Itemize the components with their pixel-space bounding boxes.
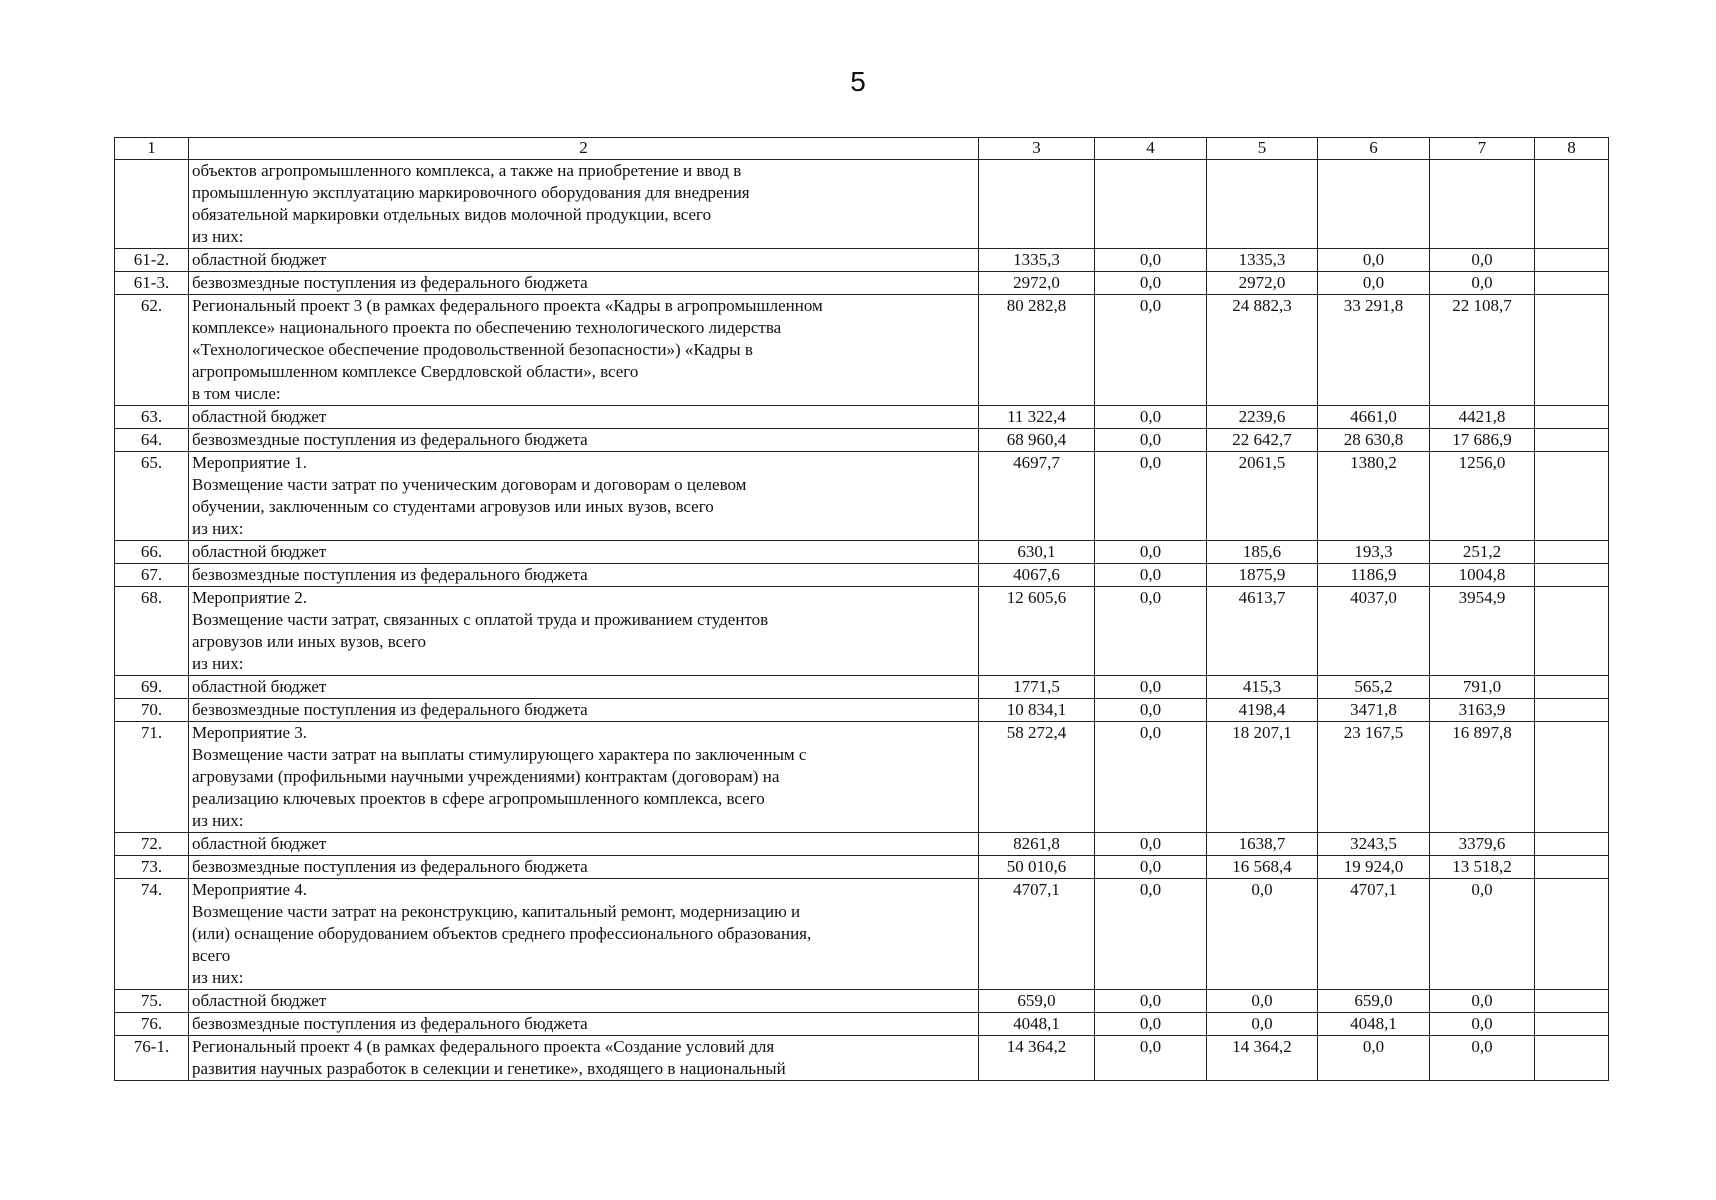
description-line: обучении, заключенным со студентами агровузов или иных вузов, всего bbox=[192, 497, 714, 516]
value-cell-8 bbox=[1535, 249, 1609, 272]
description-cell bbox=[189, 990, 979, 1013]
value-cell-3: 11 322,4 bbox=[979, 406, 1095, 429]
value-cell-6: 4037,0 bbox=[1318, 587, 1430, 676]
description-cell bbox=[189, 272, 979, 295]
value-cell-8 bbox=[1535, 295, 1609, 406]
description-cell bbox=[189, 879, 979, 990]
header-cell: 6 bbox=[1318, 138, 1430, 160]
value-cell-6: 23 167,5 bbox=[1318, 722, 1430, 833]
header-cell: 4 bbox=[1095, 138, 1207, 160]
row-number-cell: 73. bbox=[115, 856, 189, 879]
value-cell-3 bbox=[979, 160, 1095, 249]
description-cell bbox=[189, 295, 979, 406]
value-cell-3: 630,1 bbox=[979, 541, 1095, 564]
value-cell-4: 0,0 bbox=[1095, 249, 1207, 272]
table-row bbox=[115, 676, 1609, 699]
value-cell-4 bbox=[1095, 160, 1207, 249]
description-line: из них: bbox=[192, 811, 244, 830]
row-number-cell: 66. bbox=[115, 541, 189, 564]
description-cell bbox=[189, 1036, 979, 1081]
table-row bbox=[115, 295, 1609, 406]
description-line: областной бюджет bbox=[192, 407, 327, 426]
value-cell-4: 0,0 bbox=[1095, 699, 1207, 722]
value-cell-5: 1638,7 bbox=[1207, 833, 1318, 856]
value-cell-8 bbox=[1535, 452, 1609, 541]
value-cell-3: 4697,7 bbox=[979, 452, 1095, 541]
description-cell bbox=[189, 722, 979, 833]
value-cell-6: 1186,9 bbox=[1318, 564, 1430, 587]
value-cell-7: 3379,6 bbox=[1430, 833, 1535, 856]
description-line: из них: bbox=[192, 654, 244, 673]
table-body bbox=[115, 160, 1609, 1081]
row-number-cell: 72. bbox=[115, 833, 189, 856]
table-row bbox=[115, 249, 1609, 272]
value-cell-4: 0,0 bbox=[1095, 429, 1207, 452]
row-number-cell: 76-1. bbox=[115, 1036, 189, 1081]
description-line: из них: bbox=[192, 968, 244, 987]
value-cell-5: 16 568,4 bbox=[1207, 856, 1318, 879]
description-cell bbox=[189, 160, 979, 249]
description-line: Мероприятие 4. bbox=[192, 880, 308, 899]
value-cell-3: 659,0 bbox=[979, 990, 1095, 1013]
row-number-cell: 69. bbox=[115, 676, 189, 699]
value-cell-6: 33 291,8 bbox=[1318, 295, 1430, 406]
row-number-cell: 67. bbox=[115, 564, 189, 587]
row-number-cell: 62. bbox=[115, 295, 189, 406]
value-cell-5: 24 882,3 bbox=[1207, 295, 1318, 406]
table-row bbox=[115, 1013, 1609, 1036]
value-cell-6: 3471,8 bbox=[1318, 699, 1430, 722]
value-cell-6 bbox=[1318, 160, 1430, 249]
value-cell-6: 659,0 bbox=[1318, 990, 1430, 1013]
table-row bbox=[115, 1036, 1609, 1081]
header-cell: 7 bbox=[1430, 138, 1535, 160]
description-cell bbox=[189, 452, 979, 541]
value-cell-6: 565,2 bbox=[1318, 676, 1430, 699]
value-cell-5: 2061,5 bbox=[1207, 452, 1318, 541]
value-cell-5: 2239,6 bbox=[1207, 406, 1318, 429]
value-cell-6: 0,0 bbox=[1318, 249, 1430, 272]
value-cell-5: 1875,9 bbox=[1207, 564, 1318, 587]
value-cell-7: 791,0 bbox=[1430, 676, 1535, 699]
budget-table bbox=[114, 137, 1609, 1081]
description-cell bbox=[189, 406, 979, 429]
value-cell-7: 0,0 bbox=[1430, 1013, 1535, 1036]
value-cell-8 bbox=[1535, 429, 1609, 452]
value-cell-8 bbox=[1535, 722, 1609, 833]
description-cell bbox=[189, 587, 979, 676]
description-line: областной бюджет bbox=[192, 991, 327, 1010]
table-row bbox=[115, 990, 1609, 1013]
description-cell bbox=[189, 856, 979, 879]
value-cell-3: 4707,1 bbox=[979, 879, 1095, 990]
description-line: Возмещение части затрат на реконструкцию, капитальный ремонт, модернизацию и bbox=[192, 902, 801, 921]
table-row bbox=[115, 564, 1609, 587]
value-cell-5: 0,0 bbox=[1207, 1013, 1318, 1036]
value-cell-8 bbox=[1535, 406, 1609, 429]
value-cell-3: 8261,8 bbox=[979, 833, 1095, 856]
value-cell-7: 0,0 bbox=[1430, 249, 1535, 272]
value-cell-6: 4707,1 bbox=[1318, 879, 1430, 990]
value-cell-7: 0,0 bbox=[1430, 1036, 1535, 1081]
description-line: Региональный проект 3 (в рамках федерального проекта «Кадры в агропромышленном bbox=[192, 296, 823, 315]
value-cell-4: 0,0 bbox=[1095, 406, 1207, 429]
row-number-cell bbox=[115, 160, 189, 249]
header-cell: 1 bbox=[115, 138, 189, 160]
description-line: реализацию ключевых проектов в сфере агропромышленного комплекса, всего bbox=[192, 789, 765, 808]
value-cell-8 bbox=[1535, 1013, 1609, 1036]
value-cell-5: 18 207,1 bbox=[1207, 722, 1318, 833]
value-cell-8 bbox=[1535, 272, 1609, 295]
value-cell-3: 80 282,8 bbox=[979, 295, 1095, 406]
value-cell-6: 3243,5 bbox=[1318, 833, 1430, 856]
value-cell-5: 185,6 bbox=[1207, 541, 1318, 564]
table-row bbox=[115, 406, 1609, 429]
table-row bbox=[115, 272, 1609, 295]
value-cell-7: 0,0 bbox=[1430, 990, 1535, 1013]
value-cell-5: 1335,3 bbox=[1207, 249, 1318, 272]
value-cell-3: 2972,0 bbox=[979, 272, 1095, 295]
description-cell bbox=[189, 833, 979, 856]
description-cell bbox=[189, 429, 979, 452]
value-cell-4: 0,0 bbox=[1095, 452, 1207, 541]
description-cell bbox=[189, 676, 979, 699]
value-cell-3: 10 834,1 bbox=[979, 699, 1095, 722]
value-cell-7: 3163,9 bbox=[1430, 699, 1535, 722]
header-cell: 2 bbox=[189, 138, 979, 160]
description-line: Мероприятие 2. bbox=[192, 588, 308, 607]
value-cell-8 bbox=[1535, 587, 1609, 676]
row-number-cell: 64. bbox=[115, 429, 189, 452]
value-cell-6: 0,0 bbox=[1318, 1036, 1430, 1081]
value-cell-7: 0,0 bbox=[1430, 272, 1535, 295]
description-line: областной бюджет bbox=[192, 250, 327, 269]
value-cell-4: 0,0 bbox=[1095, 856, 1207, 879]
row-number-cell: 65. bbox=[115, 452, 189, 541]
description-line: областной бюджет bbox=[192, 677, 327, 696]
value-cell-8 bbox=[1535, 1036, 1609, 1081]
description-line: из них: bbox=[192, 227, 244, 246]
value-cell-4: 0,0 bbox=[1095, 990, 1207, 1013]
description-cell bbox=[189, 1013, 979, 1036]
table-row bbox=[115, 833, 1609, 856]
description-line: безвозмездные поступления из федерального бюджета bbox=[192, 565, 588, 584]
table-row bbox=[115, 722, 1609, 833]
value-cell-4: 0,0 bbox=[1095, 879, 1207, 990]
value-cell-5: 4198,4 bbox=[1207, 699, 1318, 722]
description-line: (или) оснащение оборудованием объектов среднего профессионального образования, bbox=[192, 924, 812, 943]
value-cell-5: 0,0 bbox=[1207, 990, 1318, 1013]
description-line: объектов агропромышленного комплекса, а также на приобретение и ввод в bbox=[192, 161, 742, 180]
table-header bbox=[115, 138, 1609, 160]
value-cell-3: 4067,6 bbox=[979, 564, 1095, 587]
value-cell-5 bbox=[1207, 160, 1318, 249]
table-row bbox=[115, 856, 1609, 879]
value-cell-4: 0,0 bbox=[1095, 541, 1207, 564]
value-cell-4: 0,0 bbox=[1095, 1036, 1207, 1081]
description-cell bbox=[189, 541, 979, 564]
description-cell bbox=[189, 699, 979, 722]
value-cell-5: 14 364,2 bbox=[1207, 1036, 1318, 1081]
value-cell-4: 0,0 bbox=[1095, 1013, 1207, 1036]
table-row bbox=[115, 541, 1609, 564]
value-cell-6: 0,0 bbox=[1318, 272, 1430, 295]
row-number-cell: 75. bbox=[115, 990, 189, 1013]
description-line: областной бюджет bbox=[192, 542, 327, 561]
value-cell-3: 4048,1 bbox=[979, 1013, 1095, 1036]
table-row bbox=[115, 160, 1609, 249]
value-cell-7: 1004,8 bbox=[1430, 564, 1535, 587]
value-cell-3: 1335,3 bbox=[979, 249, 1095, 272]
value-cell-4: 0,0 bbox=[1095, 833, 1207, 856]
header-cell: 8 bbox=[1535, 138, 1609, 160]
value-cell-4: 0,0 bbox=[1095, 564, 1207, 587]
value-cell-5: 2972,0 bbox=[1207, 272, 1318, 295]
header-cell: 3 bbox=[979, 138, 1095, 160]
row-number-cell: 61-2. bbox=[115, 249, 189, 272]
value-cell-4: 0,0 bbox=[1095, 676, 1207, 699]
value-cell-5: 0,0 bbox=[1207, 879, 1318, 990]
value-cell-7: 22 108,7 bbox=[1430, 295, 1535, 406]
header-cell: 5 bbox=[1207, 138, 1318, 160]
value-cell-8 bbox=[1535, 541, 1609, 564]
page-number: 5 bbox=[850, 66, 866, 97]
value-cell-8 bbox=[1535, 856, 1609, 879]
value-cell-8 bbox=[1535, 564, 1609, 587]
description-line: областной бюджет bbox=[192, 834, 327, 853]
description-line: Возмещение части затрат, связанных с оплатой труда и проживанием студентов bbox=[192, 610, 769, 629]
description-line: Мероприятие 3. bbox=[192, 723, 308, 742]
value-cell-7: 17 686,9 bbox=[1430, 429, 1535, 452]
description-line: Возмещение части затрат по ученическим договорам и договорам о целевом bbox=[192, 475, 747, 494]
row-number-cell: 68. bbox=[115, 587, 189, 676]
description-line: развития научных разработок в селекции и генетике», входящего в национальный bbox=[192, 1059, 786, 1078]
row-number-cell: 71. bbox=[115, 722, 189, 833]
value-cell-5: 4613,7 bbox=[1207, 587, 1318, 676]
description-line: безвозмездные поступления из федерального бюджета bbox=[192, 700, 588, 719]
description-line: агровузов или иных вузов, всего bbox=[192, 632, 427, 651]
table-row bbox=[115, 699, 1609, 722]
table-row bbox=[115, 429, 1609, 452]
value-cell-8 bbox=[1535, 676, 1609, 699]
value-cell-3: 1771,5 bbox=[979, 676, 1095, 699]
description-line: Региональный проект 4 (в рамках федерального проекта «Создание условий для bbox=[192, 1037, 775, 1056]
value-cell-6: 4661,0 bbox=[1318, 406, 1430, 429]
header-row bbox=[115, 138, 1609, 160]
description-line: безвозмездные поступления из федерального бюджета bbox=[192, 1014, 588, 1033]
description-line: из них: bbox=[192, 519, 244, 538]
value-cell-6: 4048,1 bbox=[1318, 1013, 1430, 1036]
value-cell-3: 58 272,4 bbox=[979, 722, 1095, 833]
value-cell-6: 1380,2 bbox=[1318, 452, 1430, 541]
value-cell-4: 0,0 bbox=[1095, 587, 1207, 676]
description-line: безвозмездные поступления из федерального бюджета bbox=[192, 857, 588, 876]
table-row bbox=[115, 587, 1609, 676]
value-cell-4: 0,0 bbox=[1095, 295, 1207, 406]
value-cell-3: 50 010,6 bbox=[979, 856, 1095, 879]
description-line: обязательной маркировки отдельных видов молочной продукции, всего bbox=[192, 205, 712, 224]
description-line: в том числе: bbox=[192, 384, 281, 403]
table-row bbox=[115, 879, 1609, 990]
value-cell-6: 28 630,8 bbox=[1318, 429, 1430, 452]
row-number-cell: 70. bbox=[115, 699, 189, 722]
description-line: Возмещение части затрат на выплаты стимулирующего характера по заключенным с bbox=[192, 745, 807, 764]
value-cell-7: 0,0 bbox=[1430, 879, 1535, 990]
description-line: агропромышленном комплексе Свердловской области», всего bbox=[192, 362, 639, 381]
value-cell-7: 3954,9 bbox=[1430, 587, 1535, 676]
value-cell-6: 193,3 bbox=[1318, 541, 1430, 564]
value-cell-4: 0,0 bbox=[1095, 722, 1207, 833]
description-line: безвозмездные поступления из федерального бюджета bbox=[192, 430, 588, 449]
value-cell-3: 14 364,2 bbox=[979, 1036, 1095, 1081]
value-cell-8 bbox=[1535, 879, 1609, 990]
value-cell-6: 19 924,0 bbox=[1318, 856, 1430, 879]
value-cell-7 bbox=[1430, 160, 1535, 249]
value-cell-8 bbox=[1535, 160, 1609, 249]
value-cell-3: 68 960,4 bbox=[979, 429, 1095, 452]
value-cell-7: 251,2 bbox=[1430, 541, 1535, 564]
value-cell-8 bbox=[1535, 833, 1609, 856]
row-number-cell: 74. bbox=[115, 879, 189, 990]
description-cell bbox=[189, 249, 979, 272]
value-cell-7: 1256,0 bbox=[1430, 452, 1535, 541]
description-cell bbox=[189, 564, 979, 587]
value-cell-4: 0,0 bbox=[1095, 272, 1207, 295]
row-number-cell: 61-3. bbox=[115, 272, 189, 295]
row-number-cell: 76. bbox=[115, 1013, 189, 1036]
value-cell-3: 12 605,6 bbox=[979, 587, 1095, 676]
value-cell-8 bbox=[1535, 990, 1609, 1013]
value-cell-7: 16 897,8 bbox=[1430, 722, 1535, 833]
row-number-cell: 63. bbox=[115, 406, 189, 429]
value-cell-8 bbox=[1535, 699, 1609, 722]
description-line: промышленную эксплуатацию маркировочного оборудования для внедрения bbox=[192, 183, 750, 202]
table-row bbox=[115, 452, 1609, 541]
description-line: комплексе» национального проекта по обеспечению технологического лидерства bbox=[192, 318, 782, 337]
description-line: агровузами (профильными научными учреждениями) контрактам (договорам) на bbox=[192, 767, 780, 786]
description-line: «Технологическое обеспечение продовольственной безопасности») «Кадры в bbox=[192, 340, 753, 359]
value-cell-7: 13 518,2 bbox=[1430, 856, 1535, 879]
value-cell-5: 22 642,7 bbox=[1207, 429, 1318, 452]
description-line: всего bbox=[192, 946, 231, 965]
value-cell-5: 415,3 bbox=[1207, 676, 1318, 699]
description-line: безвозмездные поступления из федерального бюджета bbox=[192, 273, 588, 292]
description-line: Мероприятие 1. bbox=[192, 453, 308, 472]
value-cell-7: 4421,8 bbox=[1430, 406, 1535, 429]
